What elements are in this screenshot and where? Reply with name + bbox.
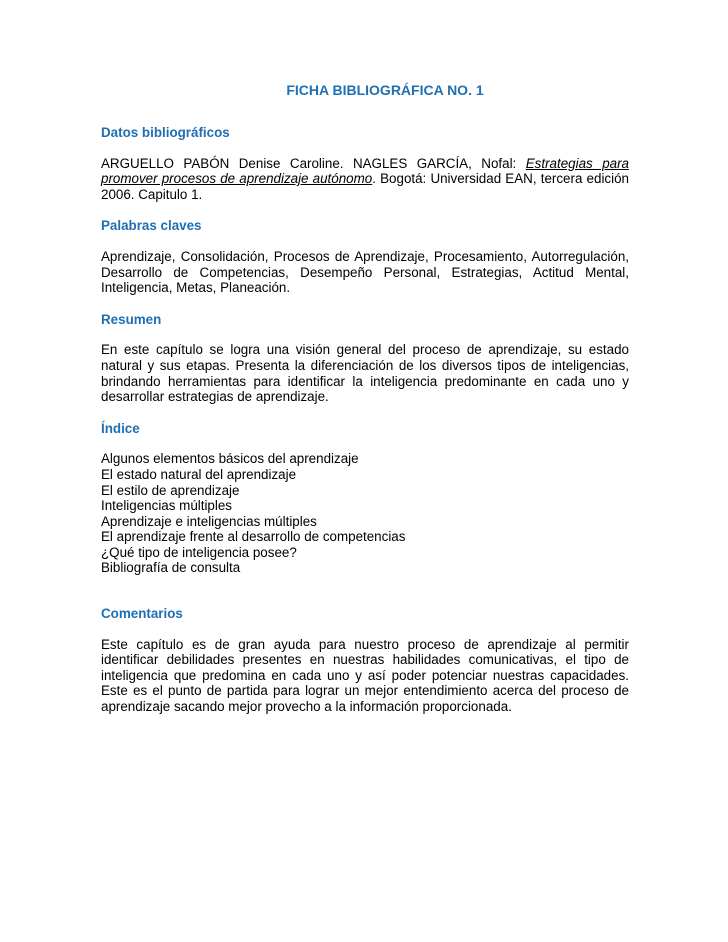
document-title: FICHA BIBLIOGRÁFICA NO. 1 — [286, 82, 484, 98]
indice-list — [101, 451, 629, 576]
indice-item: Aprendizaje e inteligencias múltiples — [101, 513, 317, 529]
indice-item: Bibliografía de consulta — [101, 560, 241, 576]
indice-item: ¿Qué tipo de inteligencia posee? — [101, 544, 297, 560]
comentarios-heading: Comentarios — [101, 606, 183, 622]
datos-citation — [101, 156, 629, 203]
resumen-heading: Resumen — [101, 311, 162, 327]
indice-item: El estado natural del aprendizaje — [101, 466, 297, 482]
citation-publisher: . Bogotá: Universidad EAN, tercera edición 2006. Capitulo 1. — [101, 171, 629, 202]
indice-item: El estilo de aprendizaje — [101, 482, 240, 498]
indice-item: El aprendizaje frente al desarrollo de competencias — [101, 529, 406, 545]
datos-heading: Datos bibliográficos — [101, 125, 230, 140]
indice-item: Algunos elementos básicos del aprendizaje — [101, 451, 359, 467]
indice-heading: Índice — [101, 420, 140, 436]
comentarios-text: Este capítulo es de gran ayuda para nuestro proceso de aprendizaje al permitir identificar debilidades presentes en nuestras habilidades comunicativas, el tipo de inteligencia que predomina en cada uno y así poder potenciar nuestras capacidades. Este es el punto de partida para lograr un mejor entendimiento acerca del proceso de aprendizaje sacando mejor provecho a la información proporcionada. — [101, 636, 629, 715]
document-page — [101, 82, 629, 731]
indice-item: Inteligencias múltiples — [101, 498, 232, 514]
palabras-heading: Palabras claves — [101, 218, 202, 234]
palabras-text: Aprendizaje, Consolidación, Procesos de Aprendizaje, Procesamiento, Autorregulación, Desarrollo de Competencias, Desempeño Personal, Estrategias, Actitud Mental, Inteligencia, Metas, Planeación. — [101, 248, 629, 296]
citation-authors: ARGUELLO PABÓN Denise Caroline. NAGLES GARCÍA, Nofal: — [101, 155, 526, 171]
resumen-text: En este capítulo se logra una visión general del proceso de aprendizaje, su estado natural y sus etapas. Presenta la diferenciación de los diversos tipos de inteligencias, brindando herramientas para identificar la inteligencia predominante en cada uno y desarrollar estrategias de aprendizaje. — [101, 342, 629, 405]
book-title: Estrategias para promover procesos de aprendizaje autónomo — [101, 155, 629, 187]
